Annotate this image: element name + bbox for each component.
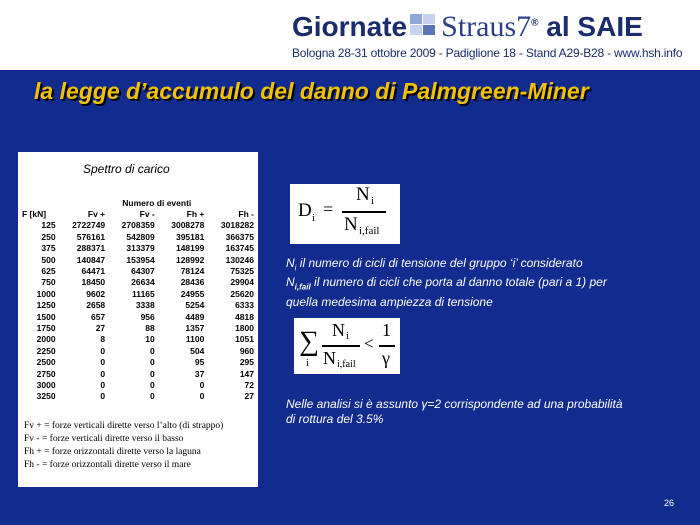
table-cell: 2250 xyxy=(36,345,56,356)
table-cell: 0 xyxy=(100,357,106,368)
table-row xyxy=(20,288,256,299)
brand-reg-mark: ® xyxy=(531,17,539,29)
table-cell: 128992 xyxy=(175,254,205,265)
formula-numerator: N xyxy=(356,184,370,205)
table-cell: 64471 xyxy=(81,266,106,277)
less-than: < xyxy=(364,334,374,353)
table-cell: 2750 xyxy=(36,368,56,379)
table-row xyxy=(20,300,256,311)
table-cell: 2500 xyxy=(36,357,56,368)
table-header-row xyxy=(20,208,256,219)
table-row xyxy=(20,345,256,356)
table-cell: 4489 xyxy=(185,311,205,322)
load-spectrum-panel xyxy=(18,152,258,487)
criterion-denominator-sub: i,fail xyxy=(337,359,356,370)
criterion-numerator: N xyxy=(332,320,345,340)
table-cell: 295 xyxy=(239,357,254,368)
table-cell: 8 xyxy=(100,334,106,345)
table-cell: 375 xyxy=(41,243,56,254)
symbol-explanation xyxy=(286,256,686,310)
table-row xyxy=(20,231,256,242)
table-cell: 9602 xyxy=(86,288,106,299)
table-cell: 64307 xyxy=(131,266,155,277)
table-cell: 960 xyxy=(239,345,254,356)
table-cell: 0 xyxy=(100,391,106,402)
table-cell: 6333 xyxy=(235,300,254,311)
formula-denominator-sub: i,fail xyxy=(359,225,380,237)
table-cell: 29904 xyxy=(230,277,254,288)
table-cell: 10 xyxy=(145,334,155,345)
miner-criterion-formula xyxy=(294,318,400,374)
symbol-ni-sub: i xyxy=(294,263,297,273)
criterion-denominator: N xyxy=(323,348,336,368)
table-cell: 25620 xyxy=(230,288,254,299)
table-row xyxy=(20,368,256,379)
column-header: Fv + xyxy=(87,209,106,220)
table-cell: 37 xyxy=(194,368,205,379)
table-cell: 140847 xyxy=(76,254,106,265)
table-row xyxy=(20,220,256,231)
rhs-numerator: 1 xyxy=(382,320,391,340)
table-cell: 2000 xyxy=(36,334,56,345)
brand-left: Giornate xyxy=(292,11,408,42)
table-cell: 0 xyxy=(199,379,205,390)
column-header: Fh - xyxy=(238,209,254,220)
table-cell: 0 xyxy=(199,391,205,402)
table-row xyxy=(20,322,256,333)
column-header: Fh + xyxy=(186,209,205,220)
table-cell: 0 xyxy=(150,357,155,368)
event-title xyxy=(292,10,643,44)
formula-denominator: N xyxy=(344,214,358,235)
table-cell: 313379 xyxy=(126,243,155,254)
table-cell: 1051 xyxy=(235,334,254,345)
table-cell: 956 xyxy=(140,311,155,322)
table-row xyxy=(20,254,256,265)
table-cell: 3338 xyxy=(135,300,155,311)
sum-symbol: ∑ xyxy=(299,326,319,357)
gamma-note-line1: Nelle analisi si è assunto γ=2 corrispondente ad una probabilità xyxy=(286,397,623,411)
brand-right: al SAIE xyxy=(546,11,643,42)
table-cell: 1357 xyxy=(185,322,205,333)
table-cell: 4818 xyxy=(235,311,254,322)
formula-lhs: D xyxy=(298,200,312,221)
table-cell: 1750 xyxy=(36,322,56,333)
table-row xyxy=(20,265,256,276)
table-cell: 163745 xyxy=(225,243,254,254)
table-cell: 1500 xyxy=(36,311,56,322)
table-cell: 625 xyxy=(41,266,56,277)
table-cell: 2708359 xyxy=(121,220,155,231)
rhs-denominator: γ xyxy=(382,348,390,368)
event-subtitle: Bologna 28-31 ottobre 2009 - Padiglione 18 - Stand A29-B28 - www.hsh.info xyxy=(292,46,683,60)
header-banner xyxy=(0,0,700,70)
table-cell: 11165 xyxy=(132,288,155,299)
table-cell: 1250 xyxy=(36,300,56,311)
table-row xyxy=(20,356,256,367)
symbol-ni-text: il numero di cicli di tensione del gruppo ‘i’ considerato xyxy=(296,256,583,270)
table-row xyxy=(20,243,256,254)
legend-item: Fv + = forze verticali dirette verso l’alto (di strappo) xyxy=(24,421,224,431)
column-header: F [kN] xyxy=(22,209,47,220)
events-group-header: Numero di eventi xyxy=(122,197,192,208)
table-cell: 0 xyxy=(100,368,106,379)
table-cell: 1100 xyxy=(185,334,205,345)
table-cell: 0 xyxy=(150,368,155,379)
symbol-ni: N xyxy=(286,256,295,270)
symbol-nifail-text: il numero di cicli che porta al danno totale (pari a 1) per xyxy=(310,275,607,290)
table-cell: 1800 xyxy=(235,322,254,333)
table-cell: 0 xyxy=(100,345,106,356)
table-cell: 250 xyxy=(41,231,56,242)
table-cell: 78124 xyxy=(180,266,205,277)
table-row xyxy=(20,391,256,402)
table-cell: 500 xyxy=(41,254,56,265)
table-cell: 3250 xyxy=(36,391,56,402)
table-cell: 0 xyxy=(150,391,155,402)
column-header: Fv - xyxy=(139,209,155,220)
table-cell: 3008278 xyxy=(171,220,205,231)
table-cell: 148199 xyxy=(175,243,205,254)
table-cell: 24955 xyxy=(180,288,205,299)
table-cell: 3018282 xyxy=(220,220,254,231)
table-cell: 5254 xyxy=(185,300,205,311)
table-cell: 395181 xyxy=(175,231,205,242)
fraction-bar xyxy=(342,211,386,213)
gamma-note-line2: di rottura del 3.5% xyxy=(286,412,384,426)
table-cell: 27 xyxy=(244,391,254,402)
gamma-note xyxy=(286,397,686,427)
formula-equals: = xyxy=(323,199,334,219)
table-cell: 28436 xyxy=(180,277,205,288)
symbol-nifail-text-cont: quella medesima ampiezza di tensione xyxy=(286,294,493,309)
table-cell: 2722749 xyxy=(72,220,106,231)
table-cell: 147 xyxy=(239,368,254,379)
spectrum-caption: Spettro di carico xyxy=(83,162,170,176)
straus-logo-icon xyxy=(410,14,438,38)
table-cell: 95 xyxy=(194,357,205,368)
table-cell: 27 xyxy=(95,322,106,333)
load-spectrum-table xyxy=(20,197,256,402)
table-cell: 750 xyxy=(41,277,56,288)
rhs-fraction-bar xyxy=(379,345,395,347)
page-number: 26 xyxy=(664,498,675,508)
table-cell: 153954 xyxy=(126,254,155,265)
legend-item: Fh - = forze orizzontali dirette verso il mare xyxy=(24,460,191,470)
table-cell: 0 xyxy=(150,379,155,390)
table-cell: 657 xyxy=(90,311,106,322)
symbol-nifail-sub: i,fail xyxy=(294,282,311,292)
table-cell: 366375 xyxy=(225,231,254,242)
table-cell: 288371 xyxy=(76,243,106,254)
table-cell: 130246 xyxy=(225,254,254,265)
force-legend xyxy=(24,420,223,472)
table-cell: 0 xyxy=(150,345,155,356)
table-cell: 504 xyxy=(190,345,205,356)
table-row xyxy=(20,311,256,322)
damage-formula xyxy=(290,184,400,244)
table-cell: 542809 xyxy=(126,231,155,242)
table-cell: 72 xyxy=(244,379,254,390)
table-cell: 125 xyxy=(41,220,56,231)
slide-title: la legge d’accumulo del danno di Palmgreen-Miner xyxy=(34,78,589,104)
legend-item: Fv - = forze verticali dirette verso il basso xyxy=(24,434,184,444)
table-cell: 88 xyxy=(145,322,155,333)
symbol-nifail: N xyxy=(286,275,295,290)
brand-logo-text: Straus7 xyxy=(441,10,532,43)
formula-lhs-sub: i xyxy=(312,212,316,224)
criterion-numerator-sub: i xyxy=(346,331,349,342)
table-cell: 576161 xyxy=(76,231,106,242)
table-cell: 75325 xyxy=(230,266,254,277)
table-row xyxy=(20,334,256,345)
table-cell: 0 xyxy=(100,379,106,390)
table-cell: 3000 xyxy=(36,379,56,390)
table-cell: 26634 xyxy=(131,277,155,288)
table-cell: 2658 xyxy=(86,300,106,311)
table-row xyxy=(20,277,256,288)
sum-index: i xyxy=(306,358,309,369)
formula-numerator-sub: i xyxy=(371,195,375,207)
table-cell: 18450 xyxy=(81,277,106,288)
legend-item: Fh + = forze orizzontali dirette verso la laguna xyxy=(24,447,201,457)
table-row xyxy=(20,379,256,390)
criterion-fraction-bar xyxy=(322,345,360,347)
table-cell: 1000 xyxy=(36,288,56,299)
